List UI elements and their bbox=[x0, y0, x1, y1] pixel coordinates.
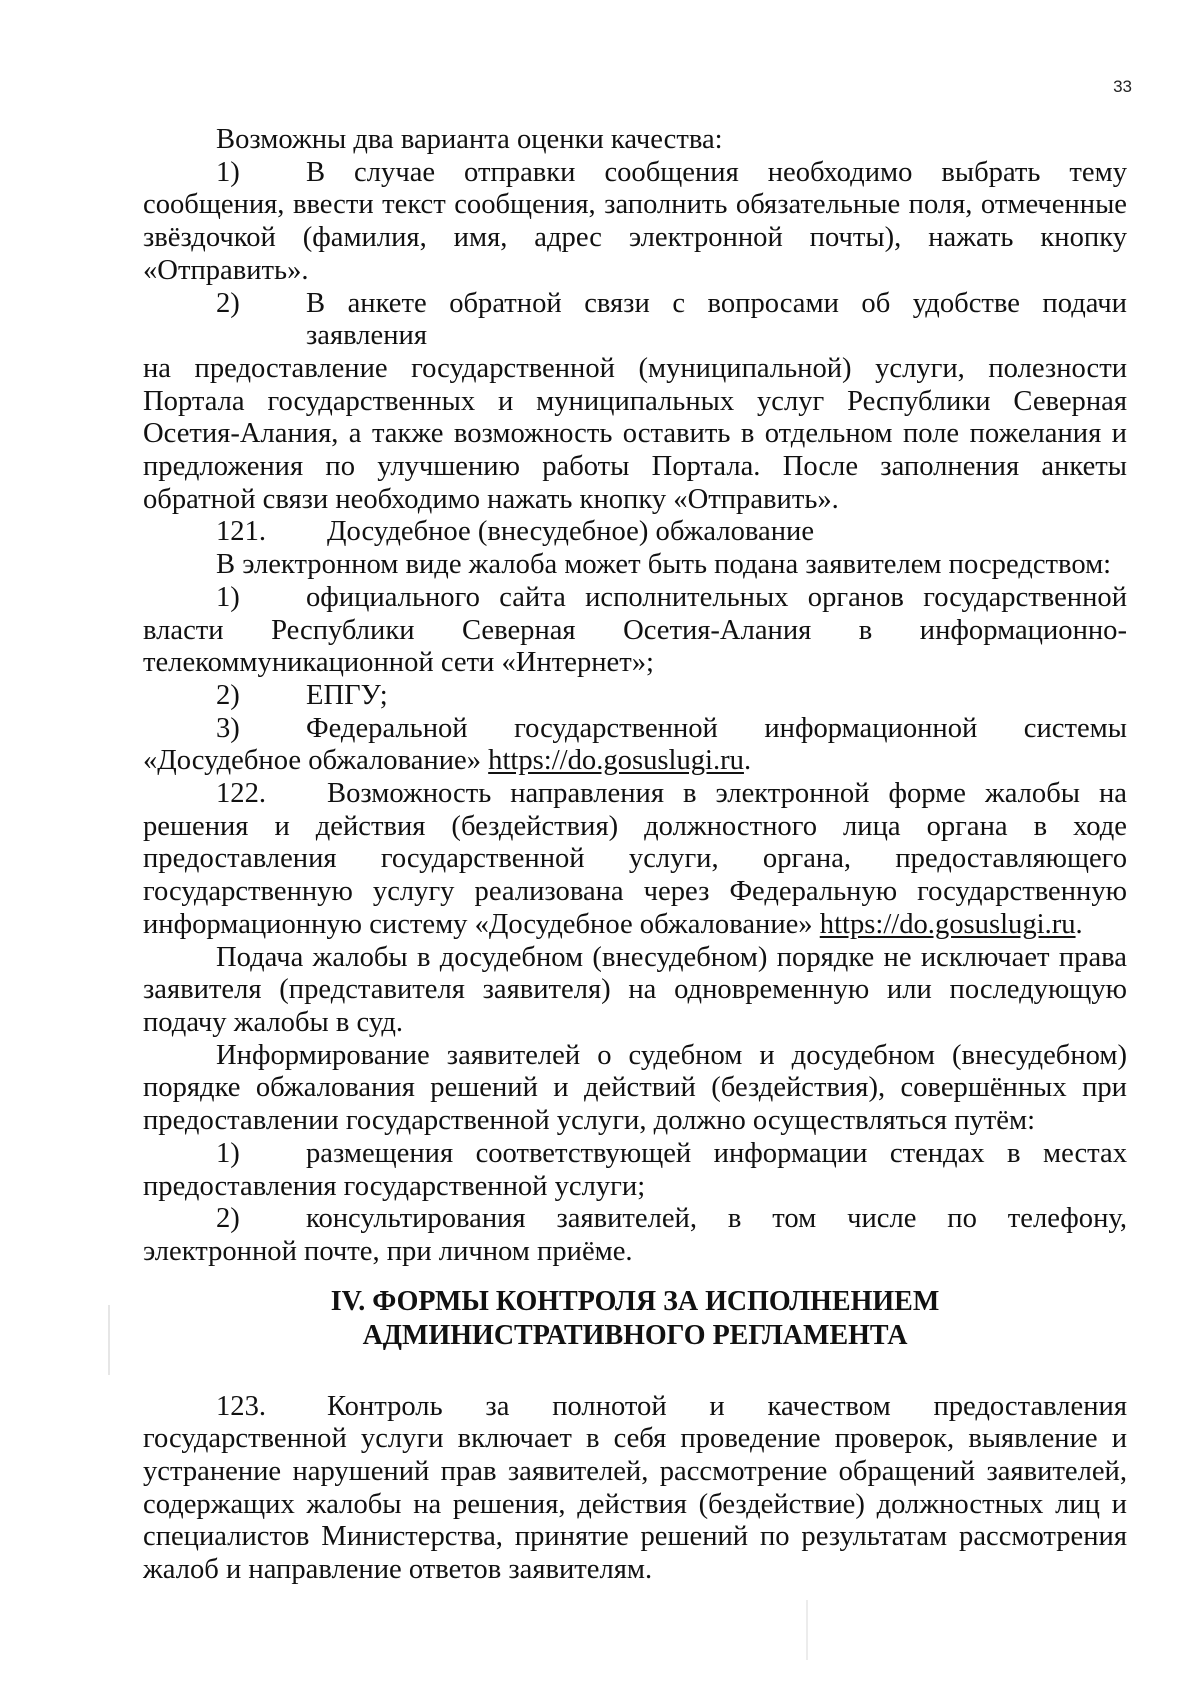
list-item-number: 2) bbox=[216, 1203, 240, 1235]
list-item-continuation bbox=[143, 745, 1127, 778]
list-item-continuation: предоставления государственной услуги; bbox=[143, 1170, 646, 1202]
section-123 bbox=[143, 1391, 1127, 1424]
page-number: 33 bbox=[1113, 77, 1132, 96]
section-text: Контроль за полнотой и качеством предоставления bbox=[327, 1390, 1127, 1422]
paragraph-electronic-complaint: В электронном виде жалоба может быть подана заявителем посредством: bbox=[216, 549, 1112, 581]
paragraph-complaint-court: Подача жалобы в досудебном (внесудебном) порядке не исключает права заявителя (представителя заявителя) на одновременную или последующую подачу жалобы в суд. bbox=[143, 941, 1127, 1038]
paragraph-informing: Информирование заявителей о судебном и досудебном (внесудебном) порядке обжалования решений и действий (бездействия), совершённых при предоставлении государственной услуги, должно осуществляться путём: bbox=[143, 1039, 1127, 1137]
list-item-number: 1) bbox=[216, 156, 240, 188]
section-text: Возможность направления в электронной форме жалобы на bbox=[327, 778, 1127, 810]
spacer bbox=[143, 1353, 1127, 1391]
list-item-text: В случае отправки сообщения необходимо выбрать тему bbox=[306, 156, 1127, 188]
section-text-cont: решения и действия (бездействия) должностного лица органа в ходе предоставления государственной услуги, органа, предоставляющего государственную услугу реализована через Федеральную государственную информационную систему «Досудебное обжалование» bbox=[143, 810, 1127, 940]
punctuation: . bbox=[743, 745, 752, 777]
section-121 bbox=[143, 516, 1127, 549]
section-number: 123. bbox=[216, 1390, 267, 1422]
list-item-option-1 bbox=[143, 157, 1127, 190]
list-item-continuation: на предоставление государственной (муниципальной) услуги, полезности Портала государственных и муниципальных услуг Республики Северная Осетия-Алания, а также возможность оставить в отдельном поле пожелания и предложения по улучшению работы Портала. После заполнения анкеты обратной связи необходимо нажать кнопку «Отправить». bbox=[143, 352, 1127, 515]
list-item-number: 1) bbox=[216, 581, 240, 613]
section-continuation: государственной услуги включает в себя проведение проверок, выявление и устранение нарушений прав заявителей, рассмотрение обращений заявителей, содержащих жалобы на решения, действия (бездействие) должностных лиц и специалистов Министерства, принятие решений по результатам рассмотрения жалоб и направление ответов заявителям. bbox=[143, 1423, 1127, 1586]
section-122 bbox=[143, 778, 1127, 811]
spacer bbox=[143, 1269, 1127, 1285]
scan-artifact bbox=[108, 1305, 110, 1375]
punctuation: . bbox=[1075, 908, 1083, 940]
document-body bbox=[143, 124, 1127, 1587]
paragraph-quality-options: Возможны два варианта оценки качества: bbox=[216, 124, 723, 155]
section-continuation bbox=[143, 811, 1127, 942]
list-item-number: 2) bbox=[216, 287, 240, 319]
gosuslugi-link[interactable]: https://do.gosuslugi.ru bbox=[488, 745, 744, 777]
list-item-text: консультирования заявителей, в том числе по телефону, bbox=[306, 1203, 1127, 1235]
list-item-number: 3) bbox=[216, 712, 240, 744]
list-item-number: 2) bbox=[216, 679, 240, 711]
gosuslugi-link[interactable]: https://do.gosuslugi.ru bbox=[819, 908, 1076, 940]
list-item-text: ЕПГУ; bbox=[306, 679, 388, 711]
list-item-inform-1 bbox=[143, 1138, 1127, 1171]
list-item-option-2 bbox=[143, 288, 1127, 353]
list-item-text: Федеральной государственной информационной системы bbox=[306, 712, 1127, 744]
list-item-text: официального сайта исполнительных органов государственной bbox=[306, 581, 1127, 613]
list-item-continuation: власти Республики Северная Осетия-Алания в информационно-телекоммуникационной сети «Интернет»; bbox=[143, 614, 1127, 679]
list-item-channel-2 bbox=[143, 680, 1127, 713]
list-item-inform-2 bbox=[143, 1203, 1127, 1236]
list-item-text: В анкете обратной связи с вопросами об удобстве подачи заявления bbox=[306, 287, 1127, 352]
chapter-heading-line-2: АДМИНИСТРАТИВНОГО РЕГЛАМЕНТА bbox=[362, 1319, 908, 1351]
chapter-heading-line-1: IV. ФОРМЫ КОНТРОЛЯ ЗА ИСПОЛНЕНИЕМ bbox=[330, 1285, 940, 1317]
list-item-channel-1 bbox=[143, 582, 1127, 615]
list-item-continuation: сообщения, ввести текст сообщения, заполнить обязательные поля, отмеченные звёздочкой (фамилия, имя, адрес электронной почты), нажать кнопку «Отправить». bbox=[143, 189, 1127, 286]
list-item-text: размещения соответствующей информации стендах в местах bbox=[306, 1137, 1127, 1169]
list-item-number: 1) bbox=[216, 1137, 240, 1169]
scan-artifact bbox=[806, 1600, 808, 1660]
list-item-channel-3 bbox=[143, 713, 1127, 746]
section-number: 121. bbox=[216, 516, 267, 548]
system-name: «Досудебное обжалование» bbox=[143, 745, 482, 777]
list-item-continuation: электронной почте, при личном приёме. bbox=[143, 1235, 633, 1267]
section-number: 122. bbox=[216, 778, 267, 810]
section-title: Досудебное (внесудебное) обжалование bbox=[327, 516, 815, 548]
